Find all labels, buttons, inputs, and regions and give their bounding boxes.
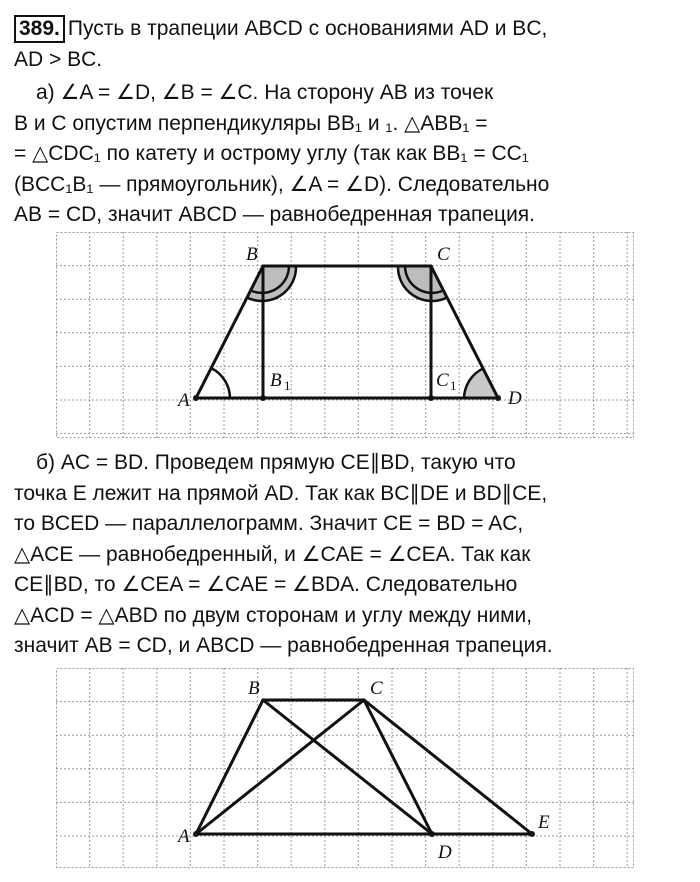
label-D: D [508, 388, 522, 409]
part-a-line-2: B и C опустим перпендикуляры BB₁ и ₁. △ABB₁ = [14, 111, 488, 135]
label-C: C [437, 244, 450, 265]
part-b-line-6: △ACD = △ABD по двум сторонам и углу между ними, [14, 603, 533, 627]
label-B: B [246, 244, 258, 265]
part-b-text [14, 448, 686, 662]
fig2-label-E: E [538, 812, 550, 833]
fig2-label-D: D [438, 842, 452, 863]
part-b-line-4: △ACE — равнобедренный, и ∠CAE = ∠CEA. Так как [14, 542, 531, 566]
part-a-line-1: а) ∠A = ∠D, ∠B = ∠C. На сторону AB из точек [36, 81, 494, 104]
figure-2-parallelogram [56, 668, 634, 868]
problem-number: 389. [14, 15, 65, 43]
part-a-line-4: (BCC₁B₁ — прямоугольник), ∠A = ∠D). Следовательно [14, 172, 550, 196]
fig2-label-C: C [370, 678, 383, 699]
part-a-line-3: = △CDC₁ по катету и острому углу (так как BB₁ = CC₁ [14, 142, 529, 165]
label-B1-sub: 1 [284, 378, 291, 393]
figure-1-trapezoid [56, 232, 634, 438]
figure-1-grid [56, 232, 634, 438]
part-a-text [14, 78, 686, 231]
intro-line-1: 389. Пусть в трапеции ABCD с основаниями AD и BC, [14, 14, 686, 45]
intro-line-2: AD > BC. [14, 47, 103, 71]
part-b-line-3: то BCED — параллелограмм. Значит CE = BD = AC, [14, 512, 524, 535]
label-B1: B [270, 370, 282, 391]
part-b-line-5: CE∥BD, то ∠CEA = ∠CAE = ∠BDA. Следовательно [14, 573, 518, 596]
part-b-line-2: точка E лежит на прямой AD. Так как BC∥DE и BD∥CE, [14, 481, 548, 505]
part-a-line-5: AB = CD, значит ABCD — равнобедренная трапеция. [14, 203, 536, 226]
problem-intro [14, 14, 686, 75]
part-b-line-1: б) AC = BD. Проведем прямую CE∥BD, такую что [36, 451, 516, 474]
fig2-label-B: B [248, 678, 260, 699]
label-C1-sub: 1 [450, 378, 457, 393]
figure-2-grid [56, 668, 634, 868]
label-C1: C [436, 370, 449, 391]
figure-2-lines [196, 700, 532, 834]
part-b-line-7: значит AB = CD, и ABCD — равнобедренная трапеция. [14, 634, 553, 657]
fig2-label-A: A [178, 826, 190, 847]
label-A: A [178, 390, 190, 411]
